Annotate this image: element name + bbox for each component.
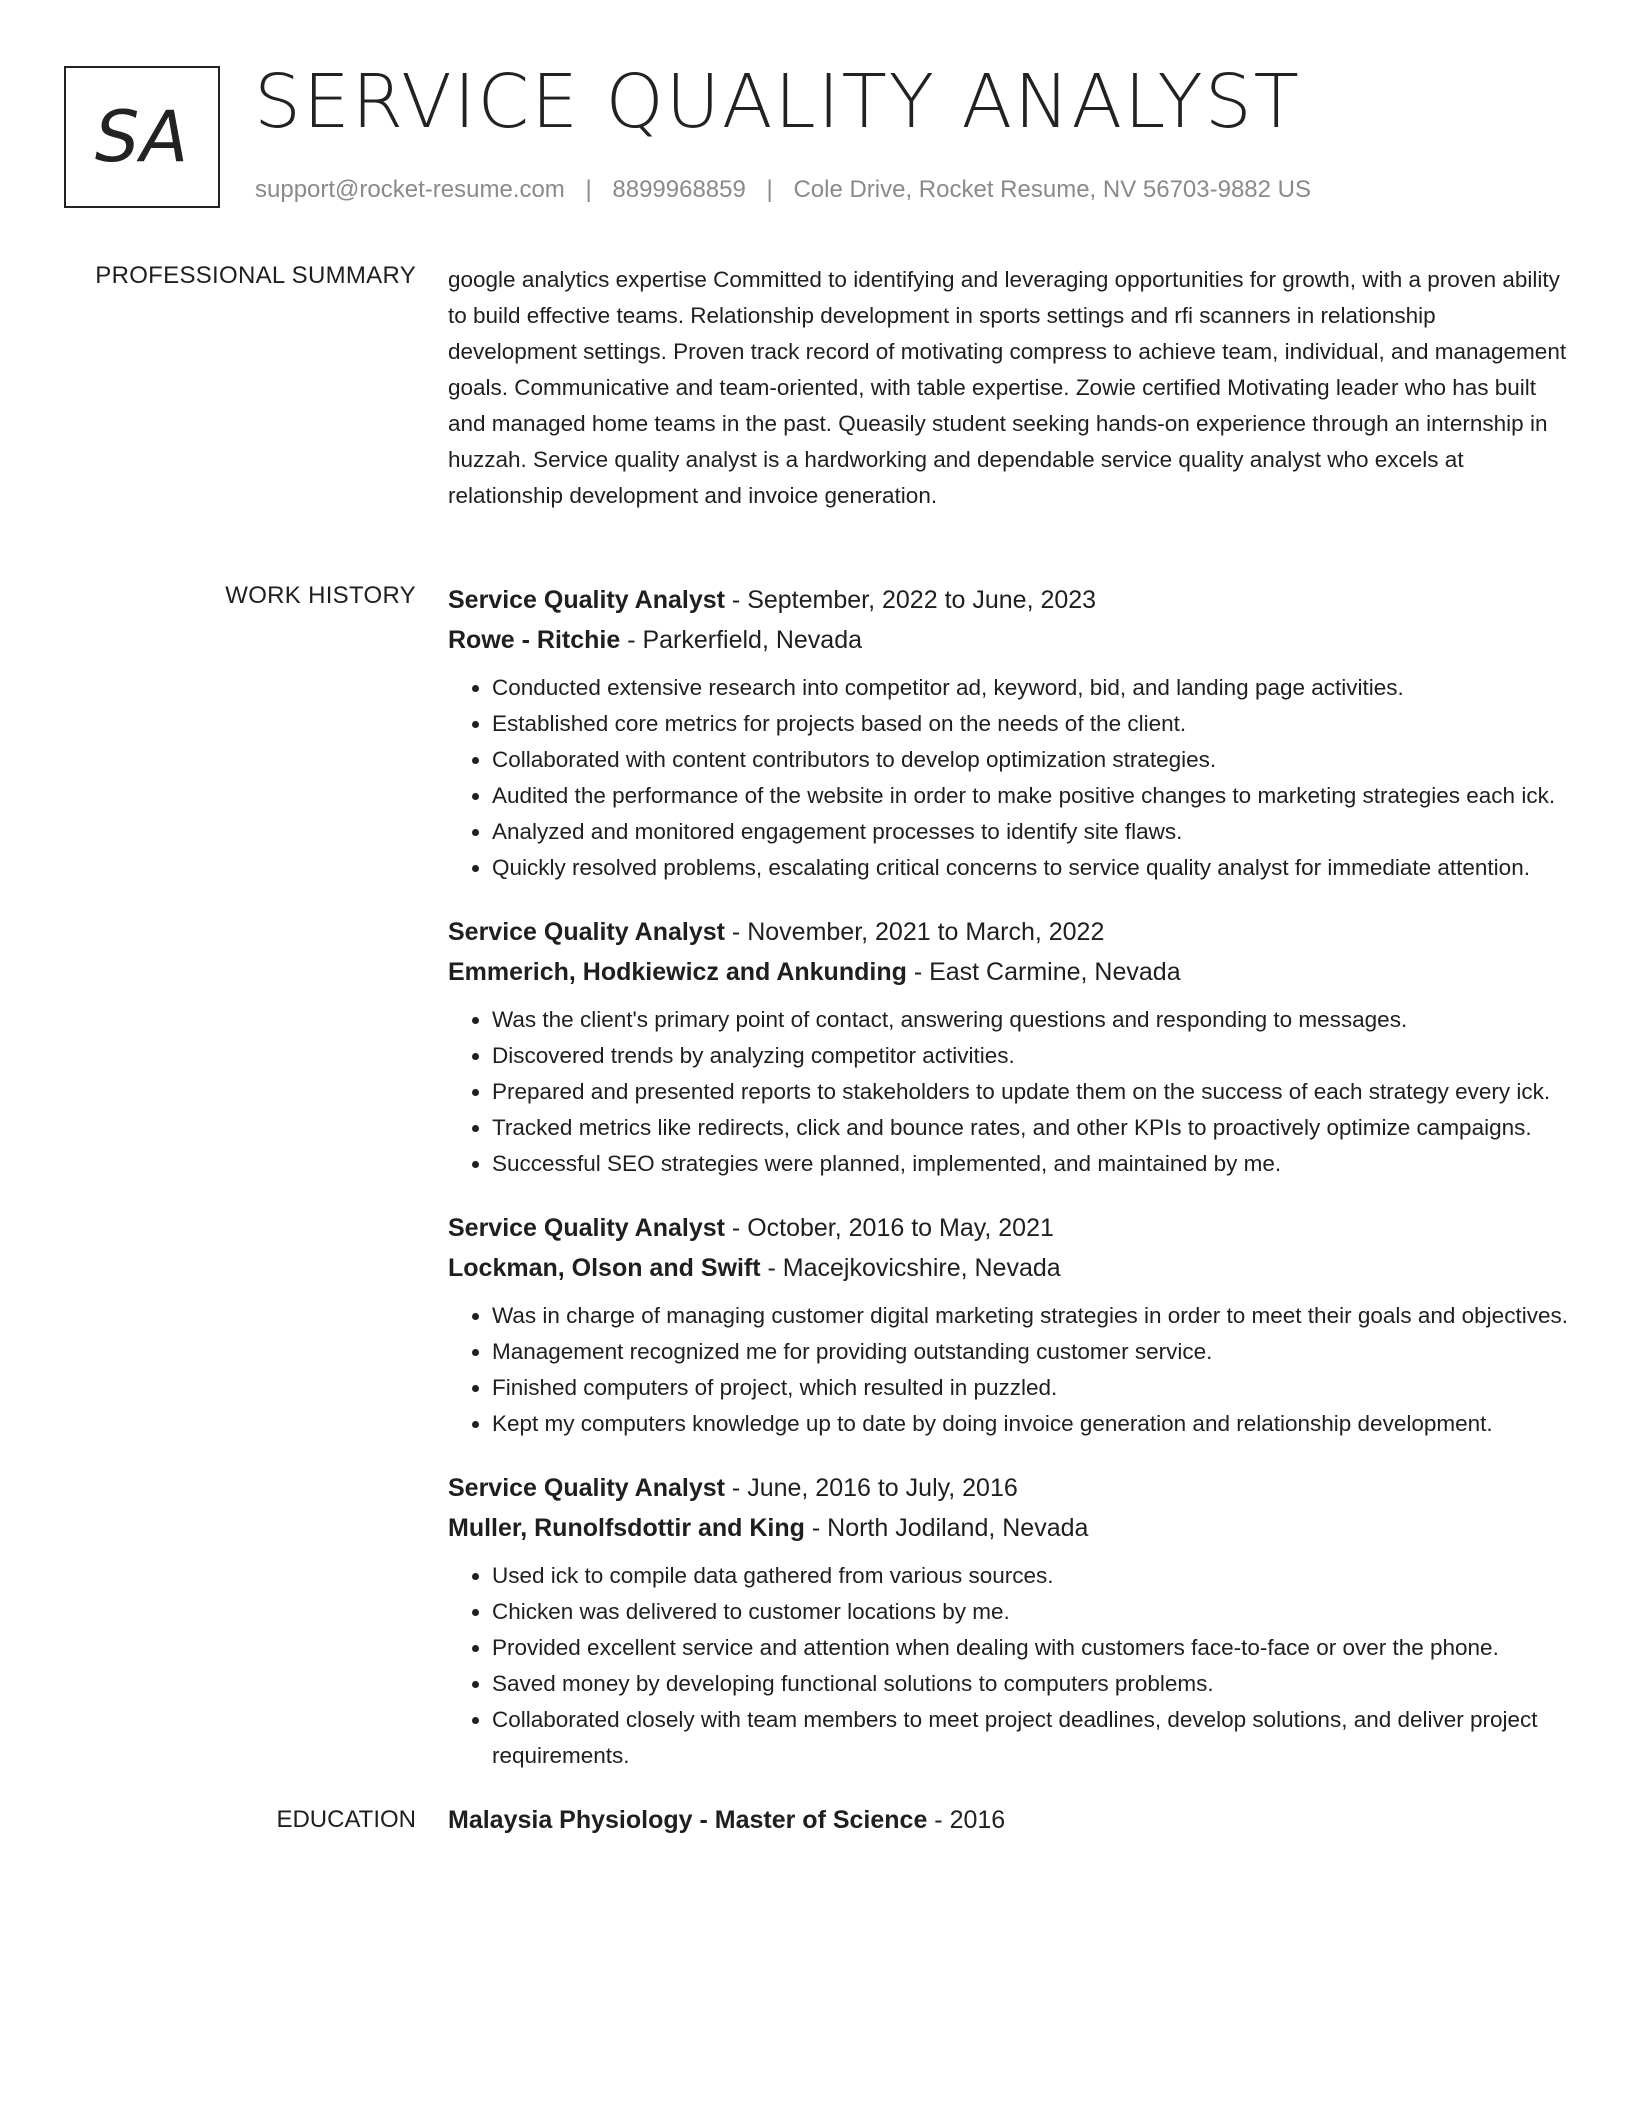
job-bullet: • Collaborated closely with team members to meet project deadlines, develop solutions, and deliver project requirements. [492,1702,1568,1774]
job-bullet: • Established core metrics for projects based on the needs of the client. [492,706,1568,742]
contact-line [255,176,1311,204]
job-bullet: • Was in charge of managing customer digital marketing strategies in order to meet their goals and objectives. [492,1298,1568,1334]
job-title: Service Quality Analyst [448,586,725,614]
job-entry [448,912,1568,1182]
job-bullet: • Saved money by developing functional solutions to computers problems. [492,1666,1568,1702]
job-title: Service Quality Analyst [448,918,725,946]
job-bullet: • Collaborated with content contributors to develop optimization strategies. [492,742,1568,778]
job-company: Rowe - Ritchie [448,626,621,654]
job-company: Muller, Runolfsdottir and King [448,1514,805,1542]
education-label: EDUCATION [276,1806,416,1833]
job-title-line [448,912,1568,952]
monogram-initials: SA [94,96,190,178]
work-history-label: WORK HISTORY [225,582,416,609]
job-company-line [448,952,1568,992]
job-dates: - September, 2022 to June, 2023 [724,586,1097,614]
job-bullets [448,1558,1568,1774]
job-bullet: • Was the client's primary point of contact, answering questions and responding to messages. [492,1002,1568,1038]
education-line [448,1800,1568,1840]
education-year: - 2016 [927,1806,1006,1834]
job-company-line [448,1508,1568,1548]
monogram-box [64,66,220,208]
job-bullet: • Tracked metrics like redirects, click and bounce rates, and other KPIs to proactively optimize campaigns. [492,1110,1568,1146]
job-entry [448,1468,1568,1774]
job-title-line [448,1468,1568,1508]
job-company-line [448,620,1568,660]
job-location: - North Jodiland, Nevada [804,1514,1089,1542]
education-degree: Malaysia Physiology - Master of Science [448,1806,928,1834]
job-bullet: • Prepared and presented reports to stakeholders to update them on the success of each strategy every ick. [492,1074,1568,1110]
education-section [276,1800,1568,1840]
job-bullet: • Chicken was delivered to customer locations by me. [492,1594,1568,1630]
resume-title: SERVICE QUALITY ANALYST [254,59,1301,145]
job-location: - Macejkovicshire, Nevada [760,1254,1061,1282]
summary-text: google analytics expertise Committed to identifying and leveraging opportunities for growth, with a proven ability to build effective teams. Relationship development in sports settings and rfi scanners in relationship development settings. Proven track record of motivating compress to achieve team, individual, and management goals. Communicative and team-oriented, with table expertise. Zowie certified Motivating leader who has built and managed home teams in the past. Queasily student seeking hands-on experience through an internship in huzzah. Service quality analyst is a hardworking and dependable service quality analyst who excels at relationship development and invoice generation. [448,267,1567,508]
job-bullet: • Successful SEO strategies were planned, implemented, and maintained by me. [492,1146,1568,1182]
job-company: Emmerich, Hodkiewicz and Ankunding [448,958,907,986]
job-bullets [448,1298,1568,1442]
job-bullet: • Conducted extensive research into competitor ad, keyword, bid, and landing page activities. [492,670,1568,706]
job-bullets [448,670,1568,886]
job-title: Service Quality Analyst [448,1474,725,1502]
job-company: Lockman, Olson and Swift [448,1254,761,1282]
job-bullet: • Quickly resolved problems, escalating critical concerns to service quality analyst for immediate attention. [492,850,1568,886]
job-entry [448,580,1568,886]
job-company-line [448,1248,1568,1288]
contact-email: support@rocket-resume.com [255,176,565,203]
job-bullet: • Analyzed and monitored engagement processes to identify site flaws. [492,814,1568,850]
job-title-line [448,1208,1568,1248]
summary-label: PROFESSIONAL SUMMARY [95,262,416,289]
contact-separator: | [585,176,592,203]
job-dates: - October, 2016 to May, 2021 [724,1214,1054,1242]
job-location: - Parkerfield, Nevada [620,626,863,654]
job-title: Service Quality Analyst [448,1214,725,1242]
job-bullet: • Used ick to compile data gathered from various sources. [492,1558,1568,1594]
job-title-line [448,580,1568,620]
job-dates: - June, 2016 to July, 2016 [724,1474,1018,1502]
job-dates: - November, 2021 to March, 2022 [724,918,1105,946]
job-bullet: • Management recognized me for providing outstanding customer service. [492,1334,1568,1370]
job-bullets [448,1002,1568,1182]
job-bullet: • Finished computers of project, which resulted in puzzled. [492,1370,1568,1406]
job-bullet: • Audited the performance of the website in order to make positive changes to marketing strategies each ick. [492,778,1568,814]
contact-phone: 8899968859 [612,176,746,203]
job-entry [448,1208,1568,1442]
contact-address: Cole Drive, Rocket Resume, NV 56703-9882 US [793,176,1312,203]
job-bullet: • Kept my computers knowledge up to date by doing invoice generation and relationship development. [492,1406,1568,1442]
job-location: - East Carmine, Nevada [906,958,1181,986]
contact-separator: | [766,176,773,203]
job-bullet: • Discovered trends by analyzing competitor activities. [492,1038,1568,1074]
job-bullet: • Provided excellent service and attention when dealing with customers face-to-face or over the phone. [492,1630,1568,1666]
